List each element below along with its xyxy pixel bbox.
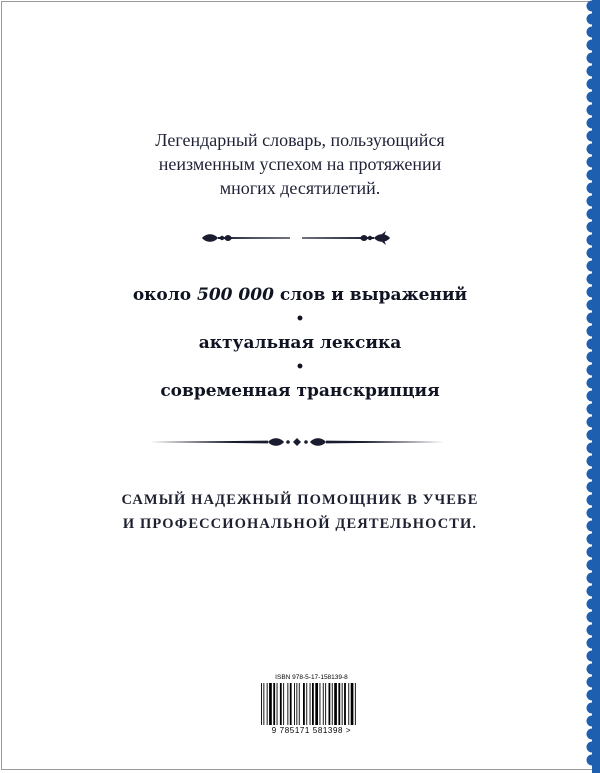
barcode-bar	[329, 683, 331, 725]
feature-prefix: около	[132, 285, 198, 305]
scallop-bump	[587, 352, 598, 363]
barcode-bar	[277, 683, 278, 725]
barcode-bar	[280, 683, 282, 725]
scallop-bump	[587, 261, 598, 272]
scallop-bump	[587, 313, 598, 324]
scallop-bump	[587, 586, 598, 597]
scallop-bump	[587, 40, 598, 51]
scallop-bump	[587, 248, 598, 259]
barcode-bar	[303, 683, 305, 725]
intro-line: Легендарный словарь, пользующийся	[155, 130, 445, 150]
isbn-label: ISBN 978-5-17-158139-8	[275, 674, 348, 681]
scallop-bump	[587, 157, 598, 168]
barcode-bar	[334, 683, 337, 725]
scallop-bump	[587, 651, 598, 662]
barcode-bar	[306, 683, 307, 725]
barcode-bar	[310, 683, 311, 725]
intro-text	[90, 128, 510, 200]
intro-line: многих десятилетий.	[219, 178, 381, 198]
barcode-bars	[253, 683, 370, 727]
ornament-divider-top	[198, 230, 394, 246]
scallop-bump	[587, 144, 598, 155]
scallop-bump	[587, 560, 598, 571]
scallop-bump	[587, 339, 598, 350]
scallop-bump	[587, 508, 598, 519]
scallop-bump	[587, 53, 598, 64]
scallop-bump	[587, 664, 598, 675]
barcode-bar	[263, 683, 264, 725]
barcode-bar	[312, 683, 314, 725]
barcode-bar	[296, 683, 297, 725]
barcode-digits: 9 785171 581398 >	[271, 726, 352, 735]
barcode-bar	[290, 683, 292, 725]
barcode-bar	[273, 683, 275, 725]
scallop-bump	[587, 703, 598, 714]
feature-vocabulary: актуальная лексика	[198, 333, 402, 353]
scallop-bump	[587, 599, 598, 610]
barcode-bar	[338, 683, 340, 725]
scallop-bump	[587, 495, 598, 506]
scallop-bump	[587, 573, 598, 584]
scalloped-edge	[580, 0, 600, 773]
barcode-bar	[261, 683, 262, 725]
barcode-bar	[315, 683, 318, 725]
intro-line: неизменным успехом на протяжении	[158, 154, 442, 174]
scallop-bump	[587, 14, 598, 25]
scallop-bump	[587, 742, 598, 753]
scallop-bump	[587, 196, 598, 207]
barcode-bar	[332, 683, 333, 725]
scallop-bump	[587, 27, 598, 38]
scallop-bump	[587, 105, 598, 116]
scallop-bump	[587, 625, 598, 636]
scallop-bump	[587, 638, 598, 649]
bullet-separator: •	[295, 359, 305, 375]
barcode-bar	[355, 683, 356, 725]
bullet-separator: •	[295, 311, 305, 327]
scallop-bump	[587, 716, 598, 727]
scallop-bump	[587, 456, 598, 467]
scallop-bump	[587, 391, 598, 402]
scallop-bump	[587, 131, 598, 142]
scallop-bump	[587, 300, 598, 311]
scallop-bump	[587, 612, 598, 623]
feature-number: 500 000	[197, 285, 274, 305]
scallop-bump	[587, 690, 598, 701]
scallop-bump	[587, 287, 598, 298]
feature-word-count	[60, 282, 540, 308]
ornament-divider-bottom	[148, 434, 446, 450]
tagline	[60, 488, 540, 536]
tagline-line: И ПРОФЕССИОНАЛЬНОЙ ДЕЯТЕЛЬНОСТИ.	[122, 516, 478, 532]
scallop-bump	[587, 729, 598, 740]
barcode-bar	[287, 683, 288, 725]
scallop-bump	[587, 443, 598, 454]
barcode-bar	[342, 683, 343, 725]
scallop-bump	[587, 1, 598, 12]
tagline-line: САМЫЙ НАДЕЖНЫЙ ПОМОЩНИК В УЧЕБЕ	[121, 492, 479, 508]
feature-transcription: современная транскрипция	[160, 381, 440, 401]
barcode-bar	[348, 683, 349, 725]
scallop-bump	[587, 209, 598, 220]
scallop-bump	[587, 404, 598, 415]
scallop-bump	[587, 547, 598, 558]
scallop-bump	[587, 677, 598, 688]
barcode-bar	[325, 683, 326, 725]
scallop-bump	[587, 326, 598, 337]
barcode-bar	[294, 683, 295, 725]
scallop-bump	[587, 534, 598, 545]
barcode-bar	[351, 683, 354, 725]
scallop-bump	[587, 521, 598, 532]
barcode-bar	[269, 683, 272, 725]
features-list	[60, 282, 540, 404]
barcode-bar	[323, 683, 324, 725]
barcode-bar	[267, 683, 268, 725]
barcode-bar	[299, 683, 300, 725]
scallop-bump	[587, 482, 598, 493]
scallop-bump	[587, 222, 598, 233]
scallop-bump	[587, 79, 598, 90]
scallop-bump	[587, 417, 598, 428]
scallop-bump	[587, 118, 598, 129]
scallop-bump	[587, 469, 598, 480]
scallop-bump	[587, 66, 598, 77]
scallop-bump	[587, 274, 598, 285]
feature-suffix: слов и выражений	[273, 285, 468, 305]
barcode-bar	[344, 683, 346, 725]
scallop-bump	[587, 92, 598, 103]
barcode-bar	[283, 683, 284, 725]
barcode	[253, 674, 370, 736]
scallop-bump	[587, 378, 598, 389]
scallop-bump	[587, 365, 598, 376]
scallop-bump	[587, 235, 598, 246]
scallop-bump	[587, 183, 598, 194]
scallop-bump	[587, 170, 598, 181]
scallop-bump	[587, 755, 598, 766]
scallop-bump	[587, 430, 598, 441]
barcode-bar	[320, 683, 321, 725]
